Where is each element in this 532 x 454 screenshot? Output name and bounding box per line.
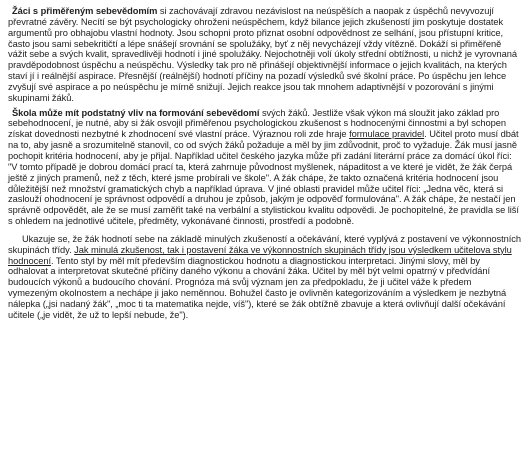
paragraph-self-esteem	[8, 6, 522, 104]
paragraph-heading: Škola může mít podstatný vliv na formování sebevědomí	[12, 107, 260, 118]
document-page	[8, 6, 522, 321]
link-formulace-pravidel[interactable]: formulace pravidel	[349, 129, 425, 140]
link-evaluation-style[interactable]: Jak minulá zkušenost, tak i postavení žáka ve výkonnostních skupinách třídy jsou výsledkem učitelova stylu hodnocení	[8, 244, 512, 266]
paragraph-heading: Žáci s přiměřeným sebevědomím	[12, 6, 158, 16]
paragraph-text: si zachovávají zdravou nezávislost na neúspěších a naopak z úspěchů nevyvozují převratné závěry. Necítí se být psychologicky ohroženi neúspěchem, když bilance jejich zkušeností jim poskytuje dostatek argumentů pro obhajobu vlastní hodnoty. Jsou schopni proto přiznat osobní odpovědnost ze selhání, jsou přístupní kritice, často jsou sami sebekritičtí a lépe snášejí srovnání se spolužáky, byť z něj nevycházejí vždy vítězně. Dokáží si přiměřeně vážit sebe a svých kvalit, spravedlivěji hodnotí i jiné spolužáky. Nejochotněji volí úkoly střední obtížnosti, u nichž je vyrovnaná pravděpodobnost úspěchu a neúspěchu. Výsledky tak pro ně přinášejí objektivnější informace o jejich kvalitách, na kterých staví jí i reálnější aspirace. Přesnější (reálnější) hodnotí příčiny na pozadí výsledků své školní práce. Po úspěchu jen lehce zvyšují své aspirace a po neúspěchu je mírně snižují. Jejich reakce jsou tak mnohem adaptivnější v pozorování s jinými skupinami žáků.	[8, 6, 518, 103]
paragraph-text: Ukazuje se, že žák hodnotí sebe na základě minulých zkušeností a očekávání, které vyplývá z postavení ve výkonnostních skupinách třídy.	[8, 233, 521, 255]
paragraph-school-influence	[8, 108, 522, 227]
paragraph-text: svých žáků. Jestliže však výkon má sloužit jako základ pro sebehodnocení, je nutné, aby si žák osvojil přiměřenou psychologickou zkušenost s hodnocenými činnostmi a byl schopen získat dovednosti nezbytné k zhodnocení své vlastní práce. Výraznou roli zde hraje	[8, 107, 507, 140]
paragraph-evaluation-style	[8, 234, 522, 321]
paragraph-text: . Tento styl by měl mít především diagnostickou hodnotu a diagnostickou interpretaci. Jinými slovy, měl by odhalovat a interpretovat skutečné příčiny daného výkonu a chování žáka. Učitel by měl být velmi opatrný v předvídání budoucích výkonů a budoucího chování. Prognóza má svůj význam jen za předpokladu, že ji učitel váže k předem vymezeným okolnostem a nechápe ji jako neměnnou. Bohužel často je ovlivněn kategorizováním a výsledkem je nezbytná nálepka („jsi nadaný žák", „moc ti ta matematika nejde, víš"), které se žák obtížně zbavuje a která ovlivňují další očekávání učitele („je vidět, že už to lepší nebude, že").	[8, 255, 507, 320]
paragraph-text: . Učitel proto musí dbát na to, aby jasně a srozumitelně stanovil, co od svých žáků požaduje a měl by jim zdůvodnit, proč to vyžaduje. Žák musí jasně pochopit kritéria hodnocení, aby je přijal. Například učitel českého jazyka může při zadání literární práce za domácí úkol říci: "V tomto případě je dobrou domácí prací ta, která zahrnuje původnost myšlenek, nápaditost a ve které je vidět, že žák čerpá ještě z jiných pramenů, než z těch, které jsme probírali ve škole". A žák chápe, že takto označená kritéria hodnocení jsou důležitější než množství gramatických chyb a například úprava. V jiné oblasti pravidel může učitel říci: „Jedna věc, která si zaslouží ohodnocení je správnost odpovědí a druhou je způsob, jakým je odpověď formulována". A žák chápe, že nestačí jen správně odpovědět, ale že se musí zaměřit také na verbální a stylistickou kvalitu odpovědi. Je pochopitelné, že pravidla se liší s ohledem na jednotlivé učitele, předměty, vykonávané činnosti, prostředí a podobně.	[8, 129, 519, 227]
